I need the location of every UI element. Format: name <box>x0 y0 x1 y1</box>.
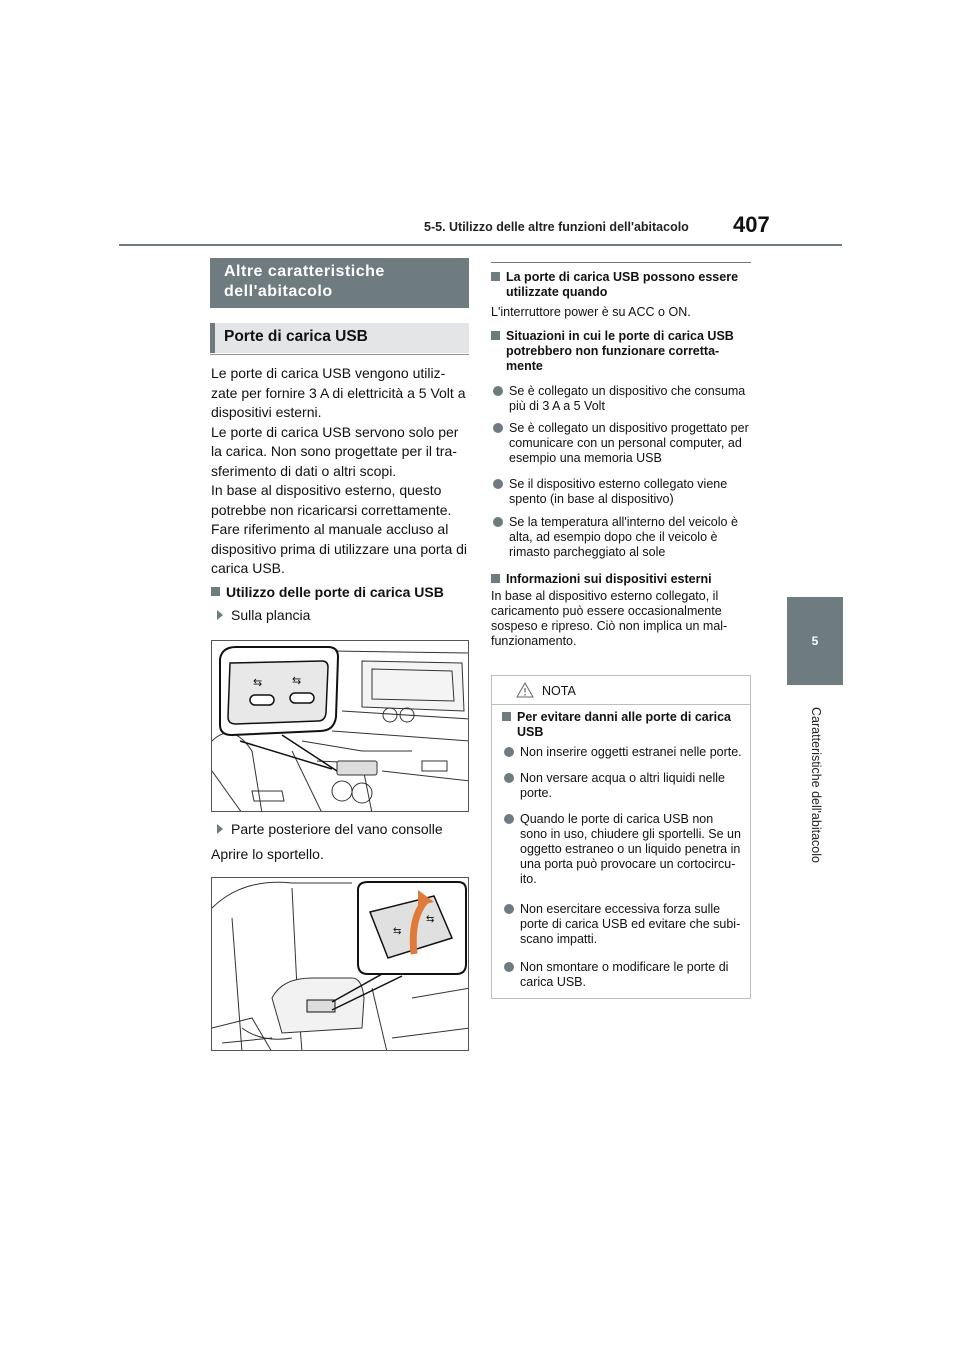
chapter-tab: 5 <box>787 597 843 685</box>
intro-text <box>211 364 469 579</box>
intro-paragraph: In base al dispositivo esterno, questo potrebbe non ricaricarsi correttamente. Fare riferimento al manuale accluso al dispositivo prima di utilizzare una porta di carica USB. <box>211 482 468 576</box>
subsection-rule <box>210 354 469 355</box>
svg-text:⇆: ⇆ <box>253 676 263 689</box>
external-devices-info <box>491 572 751 649</box>
list-item: Non versare acqua o altri liquidi nelle porte. <box>502 771 742 801</box>
list-item: Non smontare o modificare le porte di carica USB. <box>502 960 742 990</box>
square-bullet-icon <box>491 331 500 340</box>
svg-text:⇆: ⇆ <box>426 914 435 925</box>
nota-heading: Per evitare danni alle porte di carica USB <box>502 710 742 740</box>
square-bullet-icon <box>491 574 500 583</box>
location-dashboard: Sulla plancia <box>211 606 469 626</box>
malfunction-situations <box>491 329 751 374</box>
square-bullet-icon <box>211 587 220 596</box>
dot-bullet-icon <box>493 423 503 433</box>
triangle-bullet-icon <box>217 824 223 834</box>
section-title: Altre caratteristiche dell'abitacolo <box>210 258 469 308</box>
nota-box <box>491 675 751 999</box>
dot-bullet-icon <box>493 386 503 396</box>
location-console-rear: Parte posteriore del vano consolle <box>211 820 469 840</box>
warning-icon <box>516 682 534 698</box>
list-item: Non esercitare eccessiva forza sulle porte di carica USB ed evitare che subi-scano impatti. <box>502 902 742 947</box>
external-devices-heading: Informazioni sui dispositivi esterni <box>491 572 751 587</box>
dot-bullet-icon <box>493 517 503 527</box>
triangle-bullet-icon <box>217 610 223 620</box>
usage-conditions-text: L'interruttore power è su ACC o ON. <box>491 305 691 319</box>
list-item: Se è collegato un dispositivo che consuma più di 3 A a 5 Volt <box>491 384 751 414</box>
usage-conditions-heading: La porte di carica USB possono essere utilizzate quando <box>491 270 751 300</box>
right-column-rule <box>491 262 751 263</box>
nota-label: NOTA <box>542 684 576 698</box>
intro-paragraph: Le porte di carica USB servono solo per la carica. Non sono progettate per il tra-sferimento di dati o altri scopi. <box>211 423 459 479</box>
malfunction-heading: Situazioni in cui le porte di carica USB potrebbero non funzionare corretta-mente <box>491 329 751 374</box>
list-item: Non inserire oggetti estranei nelle porte. <box>502 745 742 760</box>
list-item: Se la temperatura all'interno del veicolo è alta, ad esempio dopo che il veicolo è rimasto parcheggiato al sole <box>491 515 751 560</box>
usage-conditions <box>491 270 751 320</box>
list-item: Se il dispositivo esterno collegato viene spento (in base al dispositivo) <box>491 477 751 507</box>
svg-text:⇆: ⇆ <box>393 926 402 937</box>
subsection-title: Porte di carica USB <box>210 323 469 353</box>
external-devices-text: In base al dispositivo esterno collegato, il caricamento può essere occasionalmente sospeso e ripreso. Ciò non implica un mal-funzionamento. <box>491 589 728 648</box>
section-header: 5-5. Utilizzo delle altre funzioni dell'abitacolo <box>424 220 689 234</box>
nota-header <box>492 676 750 704</box>
open-instruction: Aprire lo sportello. <box>211 846 324 862</box>
square-bullet-icon <box>491 272 500 281</box>
list-item: Se è collegato un dispositivo progettato per comunicare con un personal computer, ad esempio una memoria USB <box>491 421 751 466</box>
square-bullet-icon <box>502 712 511 721</box>
intro-paragraph: Le porte di carica USB vengono utiliz-zate per fornire 3 A di elettricità a 5 Volt a dispositivi esterni. <box>211 365 466 420</box>
dot-bullet-icon <box>504 904 514 914</box>
svg-text:⇆: ⇆ <box>292 674 302 687</box>
dot-bullet-icon <box>504 773 514 783</box>
dot-bullet-icon <box>504 962 514 972</box>
dot-bullet-icon <box>493 479 503 489</box>
dot-bullet-icon <box>504 747 514 757</box>
nota-rule <box>492 704 750 705</box>
page-number: 407 <box>733 212 770 237</box>
dot-bullet-icon <box>504 814 514 824</box>
chapter-side-label: Caratteristiche dell'abitacolo <box>809 707 823 863</box>
dashboard-usb-figure <box>211 640 469 812</box>
rear-console-usb-figure <box>211 877 469 1051</box>
usage-heading: Utilizzo delle porte di carica USB <box>211 583 469 603</box>
header-rule <box>119 244 842 246</box>
list-item: Quando le porte di carica USB non sono in uso, chiudere gli sportelli. Se un oggetto estraneo o un liquido penetra in una porta può provocare un cortocircu-ito. <box>502 812 742 887</box>
